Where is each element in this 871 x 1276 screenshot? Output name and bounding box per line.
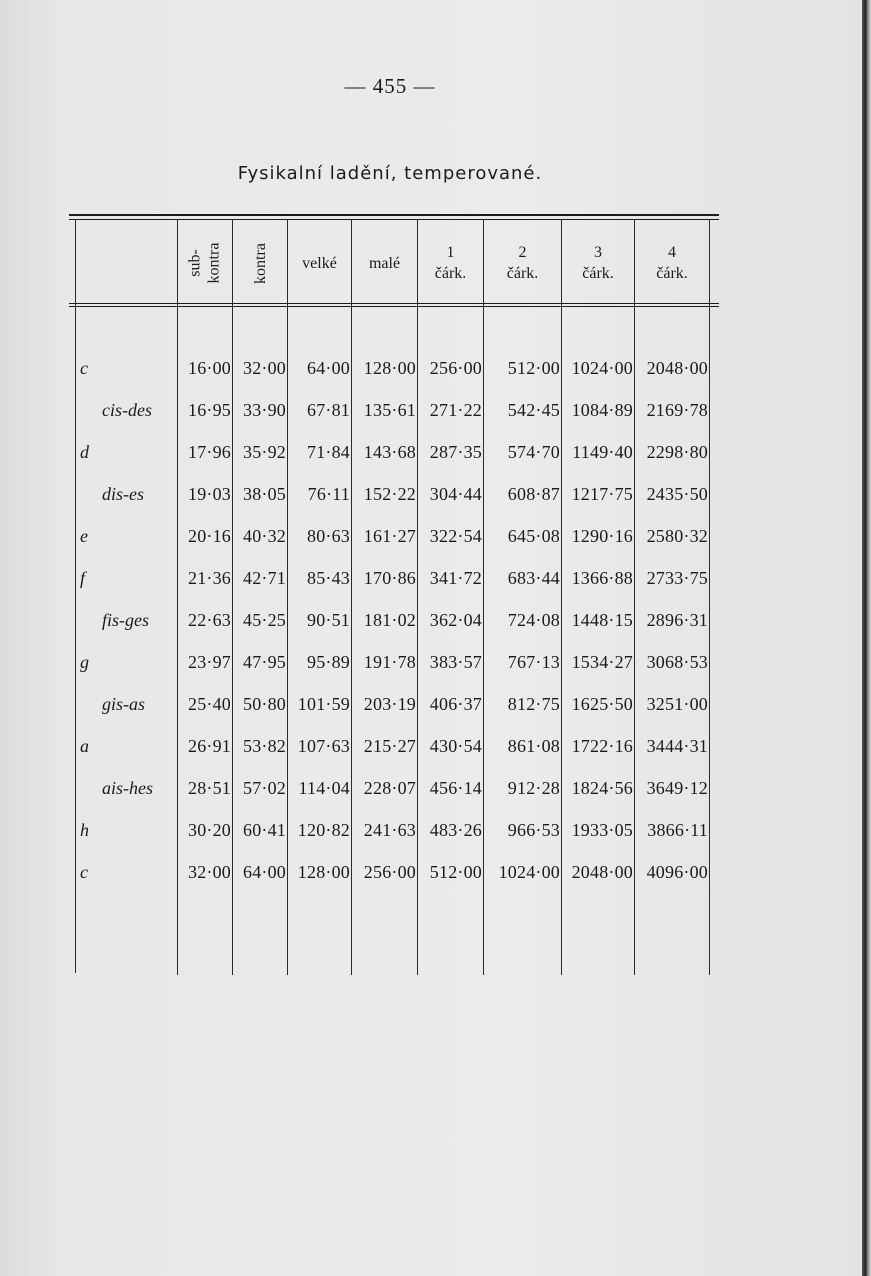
frequency-value: 181·02 <box>363 610 416 630</box>
frequency-value: 64·00 <box>243 862 286 882</box>
note-name: h <box>80 820 89 840</box>
frequency-value: 143·68 <box>363 442 416 462</box>
note-name: g <box>80 652 89 672</box>
column-divider <box>75 219 76 973</box>
note-name: fis-ges <box>102 610 149 630</box>
frequency-value: 3649·12 <box>646 778 708 798</box>
note-name: dis-es <box>102 484 144 504</box>
header-4-cark: 4 čárk. <box>656 244 688 282</box>
frequency-value: 191·78 <box>363 652 416 672</box>
note-name: ais-hes <box>102 778 153 798</box>
frequency-value: 341·72 <box>429 568 482 588</box>
frequency-value: 60·41 <box>243 820 286 840</box>
frequency-value: 362·04 <box>429 610 482 630</box>
frequency-value: 812·75 <box>507 694 560 714</box>
note-name: gis-as <box>102 694 146 714</box>
frequency-value: 215·27 <box>363 736 416 756</box>
frequency-value: 35·92 <box>243 442 286 462</box>
note-name: d <box>80 442 89 462</box>
frequency-value: 1217·75 <box>571 484 633 504</box>
frequency-value: 90·51 <box>307 610 350 630</box>
frequency-value: 1625·50 <box>571 694 633 714</box>
frequency-value: 767·13 <box>507 652 560 672</box>
frequency-value: 101·59 <box>297 694 350 714</box>
frequency-value: 256·00 <box>363 862 416 882</box>
note-name: c <box>80 862 88 882</box>
frequency-value: 128·00 <box>363 358 416 378</box>
header-kontra: kontra <box>251 242 269 284</box>
frequency-value: 3866·11 <box>647 820 708 840</box>
frequency-value: 4096·00 <box>646 862 708 882</box>
frequency-value: 57·02 <box>243 778 286 798</box>
frequency-value: 683·44 <box>507 568 560 588</box>
frequency-value: 45·25 <box>243 610 286 630</box>
frequency-value: 170·86 <box>363 568 416 588</box>
frequency-value: 20·16 <box>188 526 231 546</box>
frequency-value: 80·63 <box>307 526 350 546</box>
header-2-cark: 2 čárk. <box>506 244 539 282</box>
frequency-value: 2048·00 <box>646 358 708 378</box>
note-name: f <box>80 568 86 588</box>
frequency-value: 456·14 <box>429 778 482 798</box>
frequency-value: 271·22 <box>429 400 482 420</box>
frequency-value: 1534·27 <box>571 652 633 672</box>
frequency-value: 861·08 <box>507 736 560 756</box>
frequency-value: 22·63 <box>188 610 231 630</box>
table-top-rule <box>69 214 719 216</box>
frequency-value: 912·28 <box>507 778 560 798</box>
header-velke: velké <box>302 254 337 272</box>
frequency-value: 2733·75 <box>646 568 708 588</box>
frequency-value: 76·11 <box>307 484 350 504</box>
frequency-value: 1024·00 <box>571 358 633 378</box>
frequency-value: 512·00 <box>507 358 560 378</box>
frequency-value: 287·35 <box>429 442 482 462</box>
note-name: cis-des <box>102 400 152 420</box>
frequency-value: 1149·40 <box>572 442 633 462</box>
frequency-value: 1290·16 <box>571 526 633 546</box>
frequency-value: 203·19 <box>363 694 416 714</box>
frequency-value: 406·37 <box>429 694 482 714</box>
frequency-value: 608·87 <box>507 484 560 504</box>
header-1-cark: 1 čárk. <box>434 244 467 282</box>
header-bottom-rule-thin <box>69 306 719 307</box>
frequency-value: 2169·78 <box>646 400 708 420</box>
frequency-value: 483·26 <box>429 820 482 840</box>
frequency-value: 1024·00 <box>498 862 560 882</box>
frequency-value: 542·45 <box>507 400 560 420</box>
frequency-value: 64·00 <box>307 358 350 378</box>
frequency-value: 16·00 <box>188 358 231 378</box>
column-divider <box>709 219 710 975</box>
header-3-cark: 3 čárk. <box>582 244 614 282</box>
frequency-value: 23·97 <box>188 652 231 672</box>
frequency-value: 1448·15 <box>571 610 633 630</box>
frequency-value: 2580·32 <box>646 526 708 546</box>
header-bottom-rule <box>69 303 719 304</box>
note-name: c <box>80 358 88 378</box>
frequency-value: 25·40 <box>188 694 231 714</box>
frequency-value: 2298·80 <box>646 442 708 462</box>
frequency-value: 135·61 <box>363 400 416 420</box>
page-edge <box>862 0 871 1276</box>
frequency-value: 161·27 <box>363 526 416 546</box>
frequency-value: 95·89 <box>307 652 350 672</box>
frequency-value: 2435·50 <box>646 484 708 504</box>
frequency-value: 107·63 <box>297 736 350 756</box>
frequency-value: 17·96 <box>188 442 231 462</box>
frequency-value: 28·51 <box>188 778 231 798</box>
frequency-value: 3251·00 <box>646 694 708 714</box>
frequency-value: 32·00 <box>243 358 286 378</box>
frequency-value: 38·05 <box>243 484 286 504</box>
frequency-value: 3444·31 <box>646 736 708 756</box>
frequency-value: 2896·31 <box>646 610 708 630</box>
frequency-value: 2048·00 <box>571 862 633 882</box>
frequency-value: 966·53 <box>507 820 560 840</box>
frequency-value: 19·03 <box>188 484 231 504</box>
frequency-value: 228·07 <box>363 778 416 798</box>
note-name: a <box>80 736 89 756</box>
frequency-value: 33·90 <box>243 400 286 420</box>
frequency-value: 1722·16 <box>571 736 633 756</box>
frequency-value: 1366·88 <box>571 568 633 588</box>
frequency-value: 574·70 <box>507 442 560 462</box>
frequency-value: 114·04 <box>298 778 350 798</box>
frequency-value: 430·54 <box>429 736 482 756</box>
frequency-value: 53·82 <box>243 736 286 756</box>
frequency-value: 120·82 <box>297 820 350 840</box>
page-number: — 455 — <box>344 74 436 98</box>
frequency-value: 16·95 <box>188 400 231 420</box>
frequency-value: 85·43 <box>307 568 350 588</box>
frequency-value: 322·54 <box>429 526 482 546</box>
frequency-value: 50·80 <box>243 694 286 714</box>
frequency-value: 21·36 <box>188 568 231 588</box>
frequency-value: 3068·53 <box>646 652 708 672</box>
frequency-value: 30·20 <box>188 820 231 840</box>
frequency-value: 512·00 <box>429 862 482 882</box>
frequency-value: 26·91 <box>188 736 231 756</box>
frequency-value: 724·08 <box>507 610 560 630</box>
frequency-value: 241·63 <box>363 820 416 840</box>
frequency-value: 1933·05 <box>571 820 633 840</box>
header-subkontra: sub- kontra <box>186 242 222 284</box>
frequency-value: 67·81 <box>307 400 350 420</box>
table-top-rule-thin <box>69 219 719 220</box>
frequency-value: 152·22 <box>363 484 416 504</box>
frequency-value: 1824·56 <box>571 778 633 798</box>
frequency-value: 128·00 <box>297 862 350 882</box>
frequency-value: 42·71 <box>243 568 286 588</box>
frequency-value: 32·00 <box>188 862 231 882</box>
table-title: Fysikalní ladění, temperované. <box>237 163 543 184</box>
frequency-value: 71·84 <box>307 442 350 462</box>
frequency-value: 256·00 <box>429 358 482 378</box>
frequency-value: 40·32 <box>243 526 286 546</box>
frequency-value: 645·08 <box>507 526 560 546</box>
frequency-value: 383·57 <box>429 652 482 672</box>
note-name: e <box>80 526 88 546</box>
frequency-value: 1084·89 <box>571 400 633 420</box>
frequency-value: 304·44 <box>429 484 482 504</box>
frequency-value: 47·95 <box>243 652 286 672</box>
header-male: malé <box>368 254 401 272</box>
